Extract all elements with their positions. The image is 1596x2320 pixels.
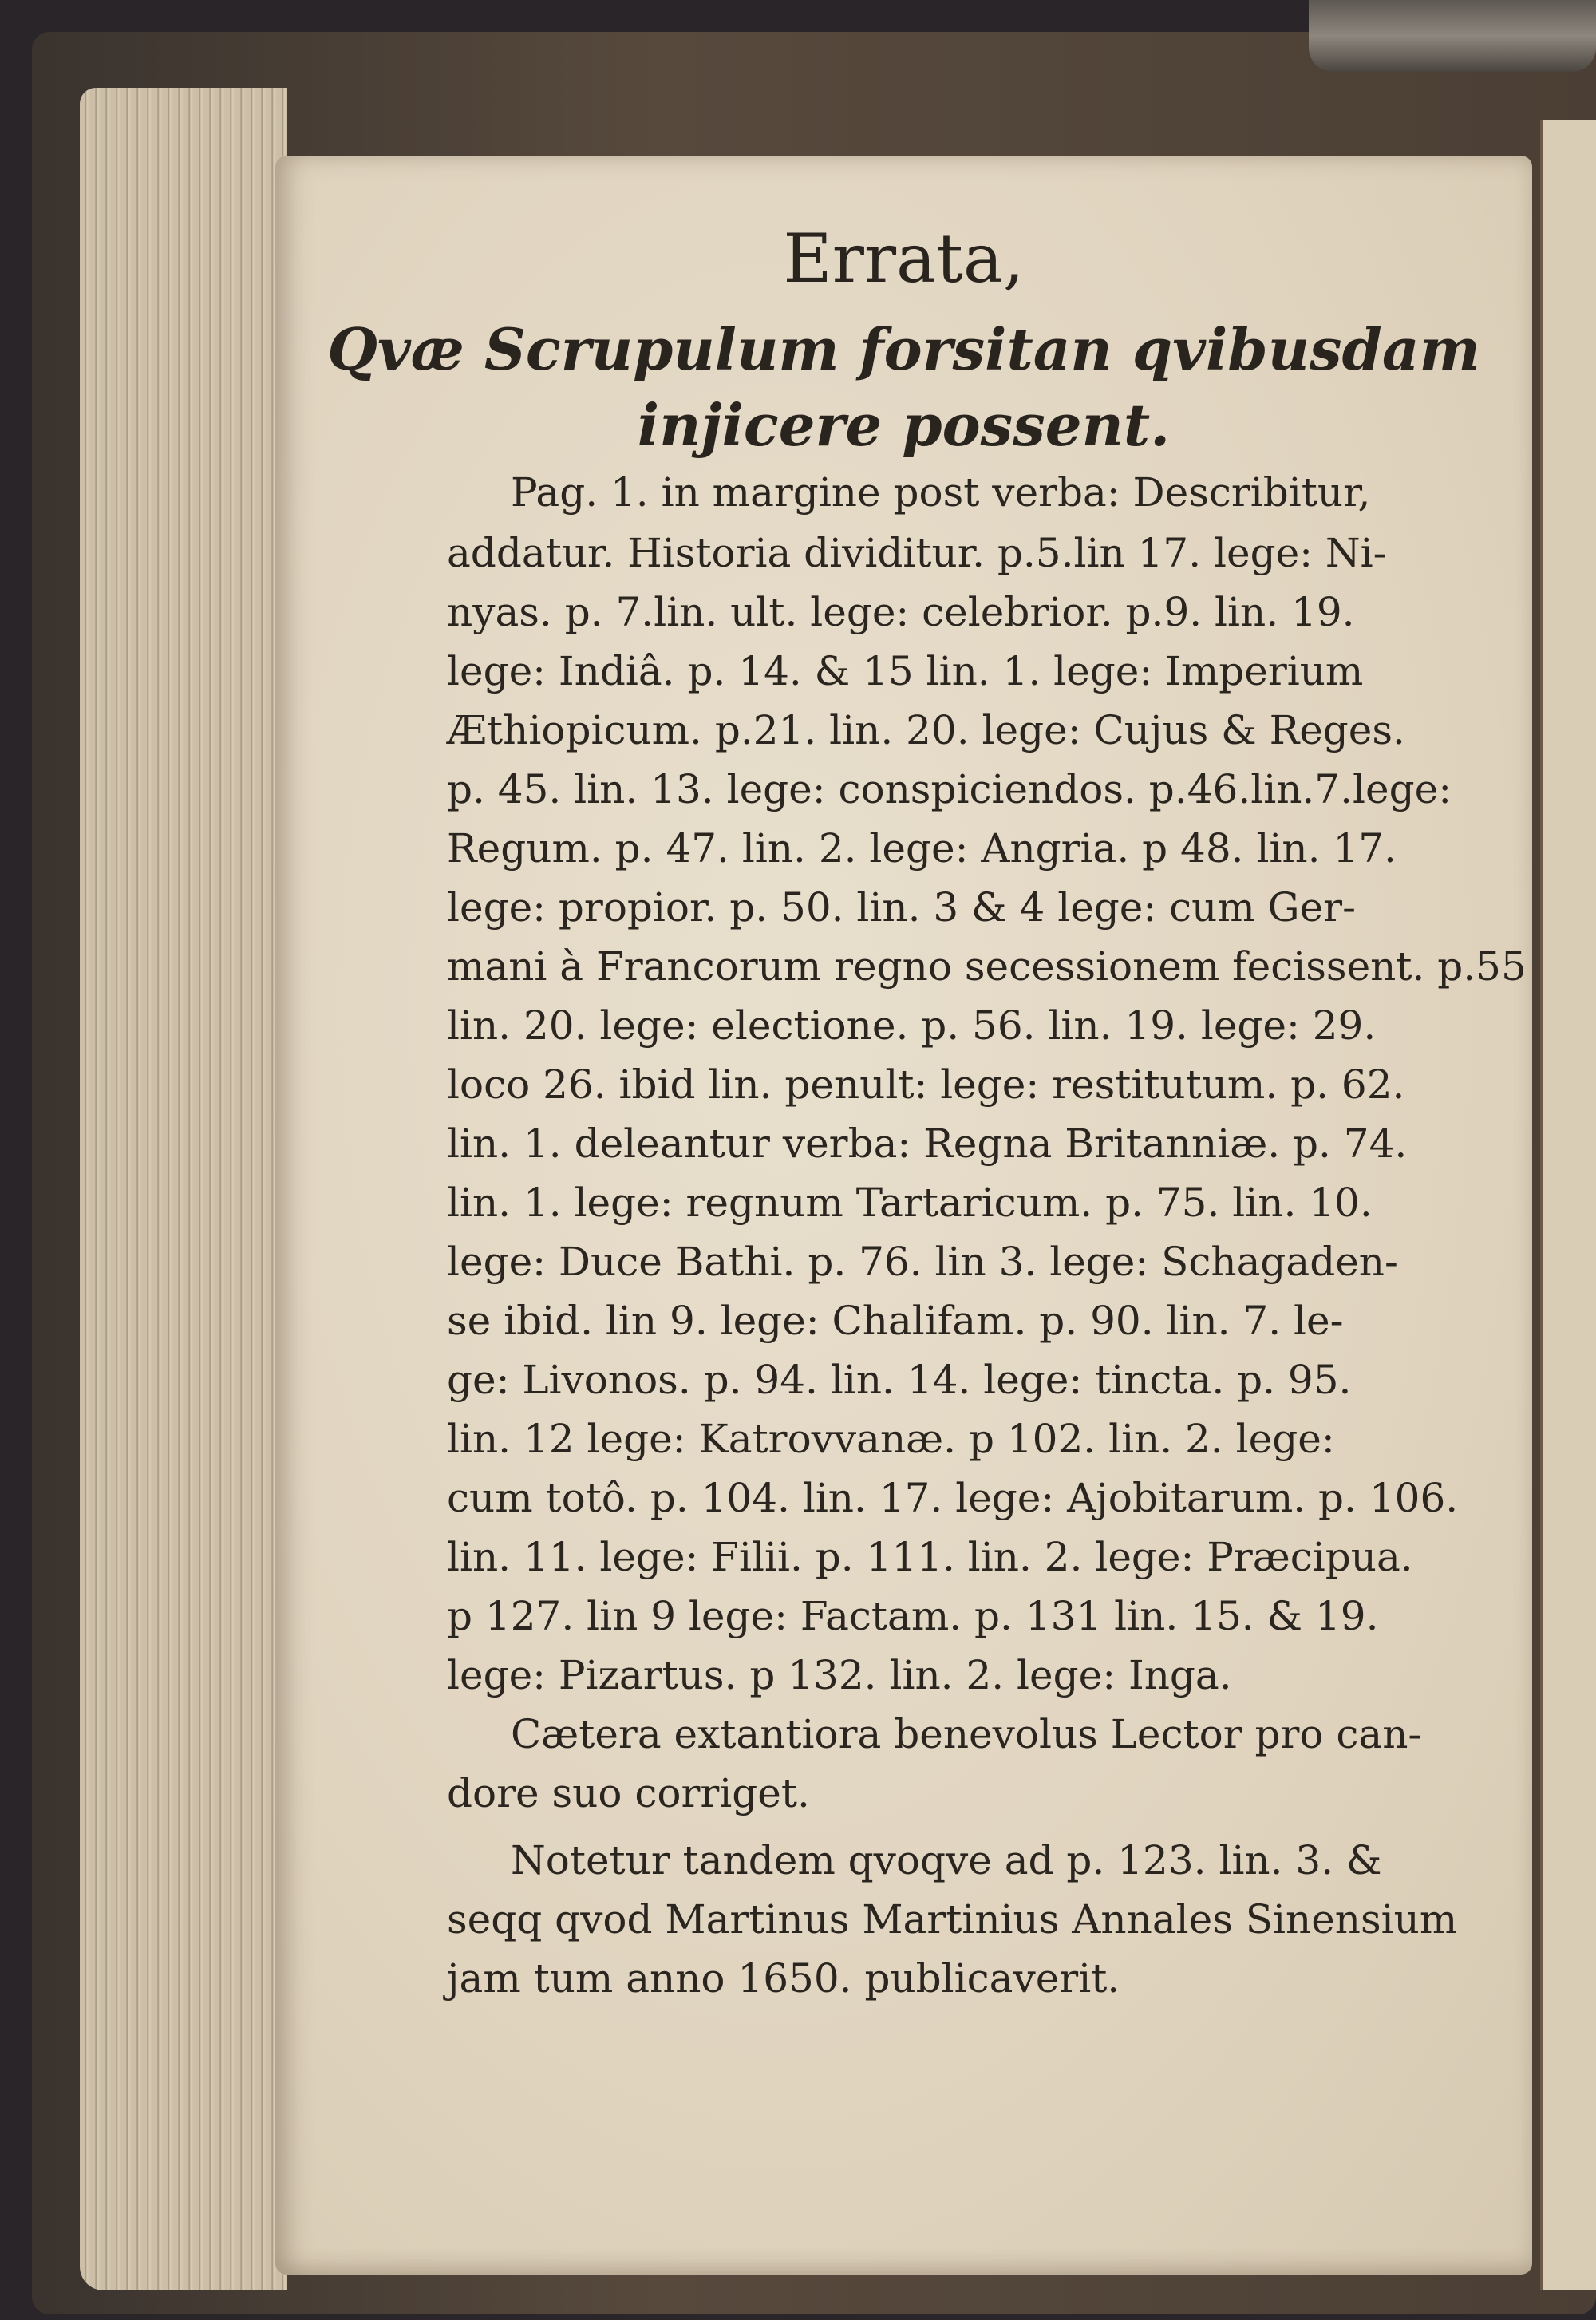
text-line: Notetur tandem qvoqve ad p. 123. lin. 3. & (511, 1837, 1382, 1883)
text-line: seqq qvod Martinus Martinius Annales Sinensium (447, 1896, 1458, 1943)
text-line: Regum. p. 47. lin. 2. lege: Angria. p 48. lin. 17. (447, 825, 1396, 871)
book-clasp (1309, 0, 1596, 72)
text-line: ge: Livonos. p. 94. lin. 14. lege: tincta. p. 95. (447, 1357, 1352, 1403)
subtitle-line-2: injicere possent. (637, 391, 1171, 459)
text-line: lege: propior. p. 50. lin. 3 & 4 lege: cum Ger- (447, 884, 1356, 931)
text-line: addatur. Historia dividitur. p.5.lin 17. lege: Ni- (447, 530, 1387, 576)
page-title: Errata, (783, 219, 1025, 298)
text-line: Pag. 1. in margine post verba: Describitur, (511, 469, 1371, 516)
text-line: lege: Indiâ. p. 14. & 15 lin. 1. lege: Imperium (447, 648, 1364, 694)
text-line: nyas. p. 7.lin. ult. lege: celebrior. p.9. lin. 19. (447, 589, 1355, 635)
text-line: lin. 11. lege: Filii. p. 111. lin. 2. lege: Præcipua. (447, 1534, 1413, 1580)
text-line: p 127. lin 9 lege: Factam. p. 131 lin. 15. & 19. (447, 1593, 1379, 1639)
text-line: p. 45. lin. 13. lege: conspiciendos. p.46.lin.7.lege: (447, 766, 1452, 812)
page-edges (80, 88, 287, 2290)
text-line: dore suo corriget. (447, 1770, 810, 1816)
text-line: cum totô. p. 104. lin. 17. lege: Ajobitarum. p. 106. (447, 1475, 1459, 1521)
text-line: mani à Francorum regno secessionem fecissent. p.55 (447, 943, 1527, 990)
text-line: lege: Pizartus. p 132. lin. 2. lege: Inga. (447, 1652, 1232, 1698)
text-line: lege: Duce Bathi. p. 76. lin 3. lege: Schagaden- (447, 1239, 1398, 1285)
text-line: se ibid. lin 9. lege: Chalifam. p. 90. lin. 7. le- (447, 1298, 1344, 1344)
text-line: lin. 12 lege: Katrovvanæ. p 102. lin. 2. lege: (447, 1416, 1335, 1462)
subtitle-line-1: Qvæ Scrupulum forsitan qvibusdam (327, 315, 1480, 383)
text-line: loco 26. ibid lin. penult: lege: restitutum. p. 62. (447, 1061, 1405, 1108)
facing-page-edge (1540, 120, 1596, 2290)
text-line: lin. 20. lege: electione. p. 56. lin. 19. lege: 29. (447, 1002, 1377, 1049)
text-line: lin. 1. lege: regnum Tartaricum. p. 75. lin. 10. (447, 1180, 1373, 1226)
errata-page (275, 156, 1532, 2275)
errata-text (275, 156, 1532, 2275)
text-line: jam tum anno 1650. publicaverit. (447, 1955, 1120, 2002)
text-line: Cætera extantiora benevolus Lector pro can- (511, 1711, 1422, 1757)
text-line: lin. 1. deleantur verba: Regna Britanniæ. p. 74. (447, 1120, 1408, 1167)
text-line: Æthiopicum. p.21. lin. 20. lege: Cujus & Reges. (447, 707, 1405, 753)
